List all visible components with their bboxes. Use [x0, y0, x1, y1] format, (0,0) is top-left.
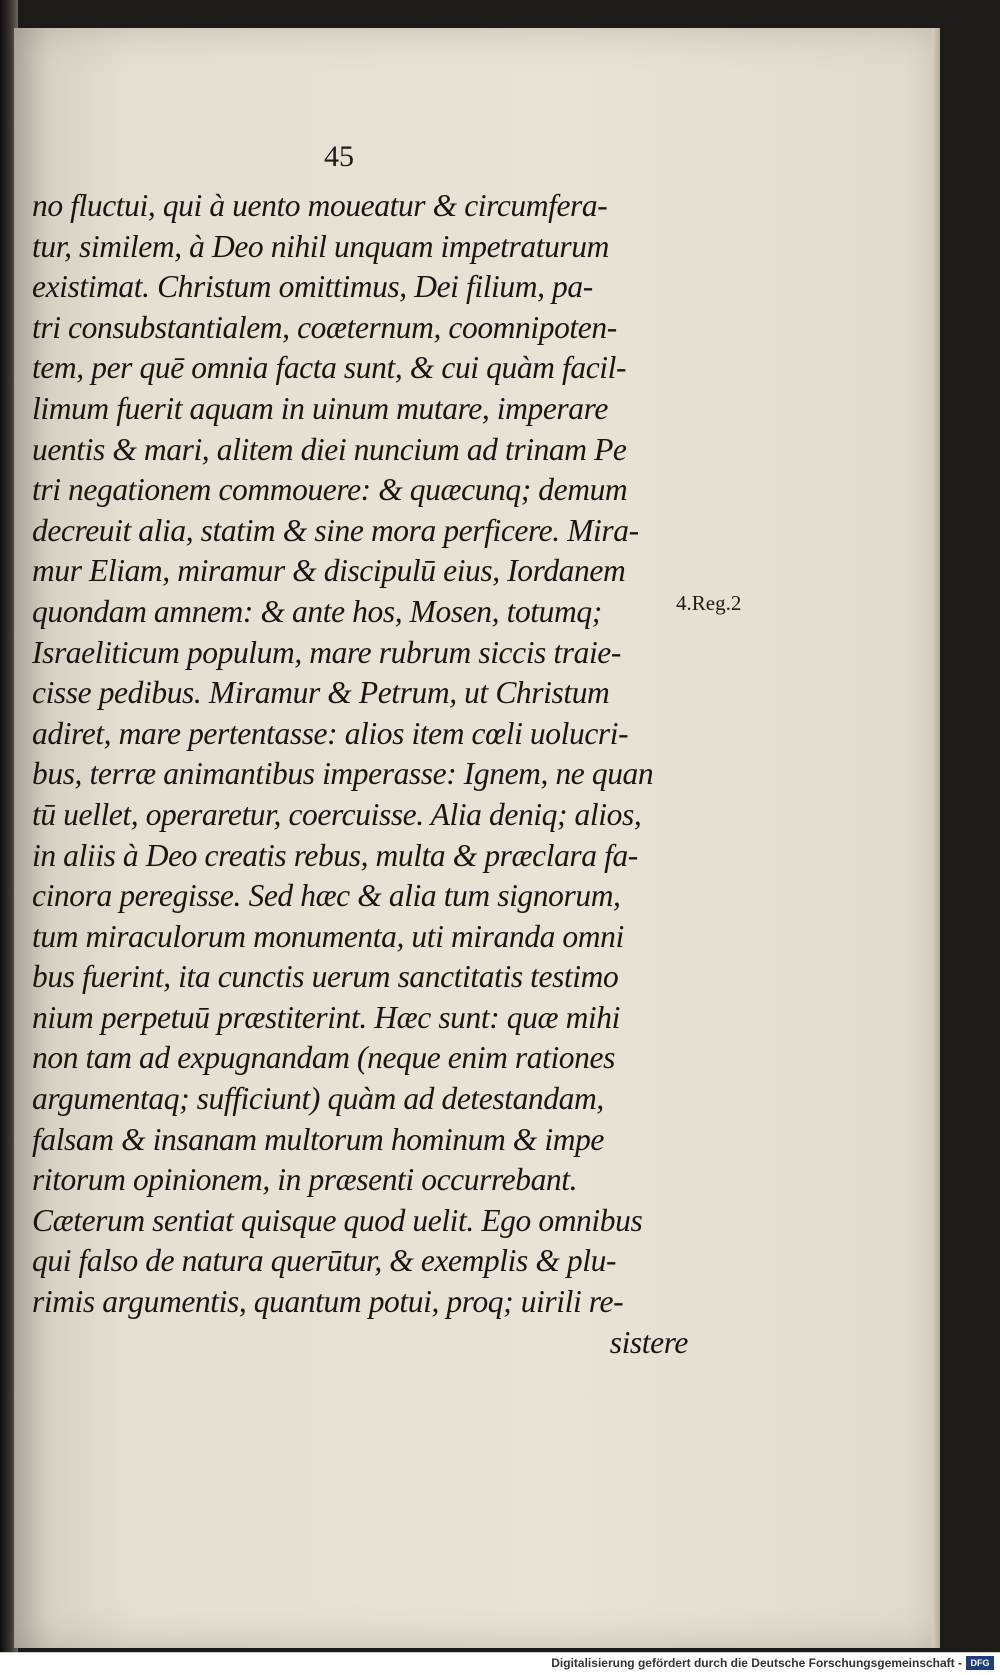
body-text — [32, 186, 692, 1363]
text-line: ritorum opinionem, in præsenti occurrebant. — [32, 1162, 578, 1198]
text-line: rimis argumentis, quantum potui, proq; uirili re- — [32, 1284, 624, 1320]
text-line: no fluctui, qui à uento moueatur & circumfera- — [32, 188, 608, 223]
page-number: 45 — [324, 140, 354, 173]
funding-credit: Digitalisierung gefördert durch die Deutsche Forschungsgemeinschaft - — [551, 1656, 962, 1670]
text-line: falsam & insanam multorum hominum & impe — [32, 1121, 605, 1157]
text-line: Cæterum sentiat quisque quod uelit. Ego omnibus — [32, 1202, 643, 1238]
text-line: nium perpetuū præstiterint. Hæc sunt: quæ mihi — [32, 999, 620, 1035]
text-line: tū uellet, operaretur, coercuisse. Alia deniq; alios, — [32, 796, 642, 832]
text-line: quondam amnem: & ante hos, Mosen, totumq; — [32, 593, 602, 629]
text-line: existimat. Christum omittimus, Dei filium, pa- — [32, 269, 593, 305]
text-line: qui falso de natura querūtur, & exemplis & plu- — [32, 1243, 617, 1279]
text-line: argumentaq; sufficiunt) quàm ad detestandam, — [32, 1081, 604, 1117]
dfg-logo: DFG — [966, 1656, 994, 1670]
text-line: Israeliticum populum, mare rubrum siccis traie- — [32, 634, 621, 670]
text-line: tur, similem, à Deo nihil unquam impetraturum — [32, 228, 609, 264]
margin-note: 4.Reg.2 — [676, 591, 742, 615]
text-line: in aliis à Deo creatis rebus, multa & præclara fa- — [32, 837, 638, 873]
footer-bar — [0, 1652, 1000, 1675]
catchword: sistere — [609, 1324, 688, 1360]
text-line: tri consubstantialem, coæternum, coomnipoten- — [32, 309, 617, 345]
text-line: limum fuerit aquam in uinum mutare, imperare — [32, 390, 608, 426]
text-line: tem, per quē omnia facta sunt, & cui quàm facil- — [32, 350, 627, 386]
text-line: adiret, mare pertentasse: alios item cœli uolucri- — [32, 715, 629, 751]
page-edge — [932, 28, 940, 1648]
text-line: non tam ad expugnandam (neque enim rationes — [32, 1040, 615, 1076]
text-line: mur Eliam, miramur & discipulū eius, Iordanem — [32, 553, 626, 589]
book-page — [14, 28, 940, 1648]
text-line: tri negationem commouere: & quæcunq; demum — [32, 472, 628, 508]
text-line: tum miraculorum monumenta, uti miranda omni — [32, 918, 624, 954]
text-line: bus fuerint, ita cunctis uerum sanctitatis testimo — [32, 959, 619, 995]
text-line: cisse pedibus. Miramur & Petrum, ut Christum — [32, 675, 610, 711]
text-line: bus, terræ animantibus imperasse: Ignem, ne quan — [32, 756, 654, 792]
text-line: uentis & mari, alitem diei nuncium ad trinam Pe — [32, 431, 627, 467]
text-line: decreuit alia, statim & sine mora perficere. Mira- — [32, 512, 639, 548]
text-line: cinora peregisse. Sed hæc & alia tum signorum, — [32, 878, 621, 914]
